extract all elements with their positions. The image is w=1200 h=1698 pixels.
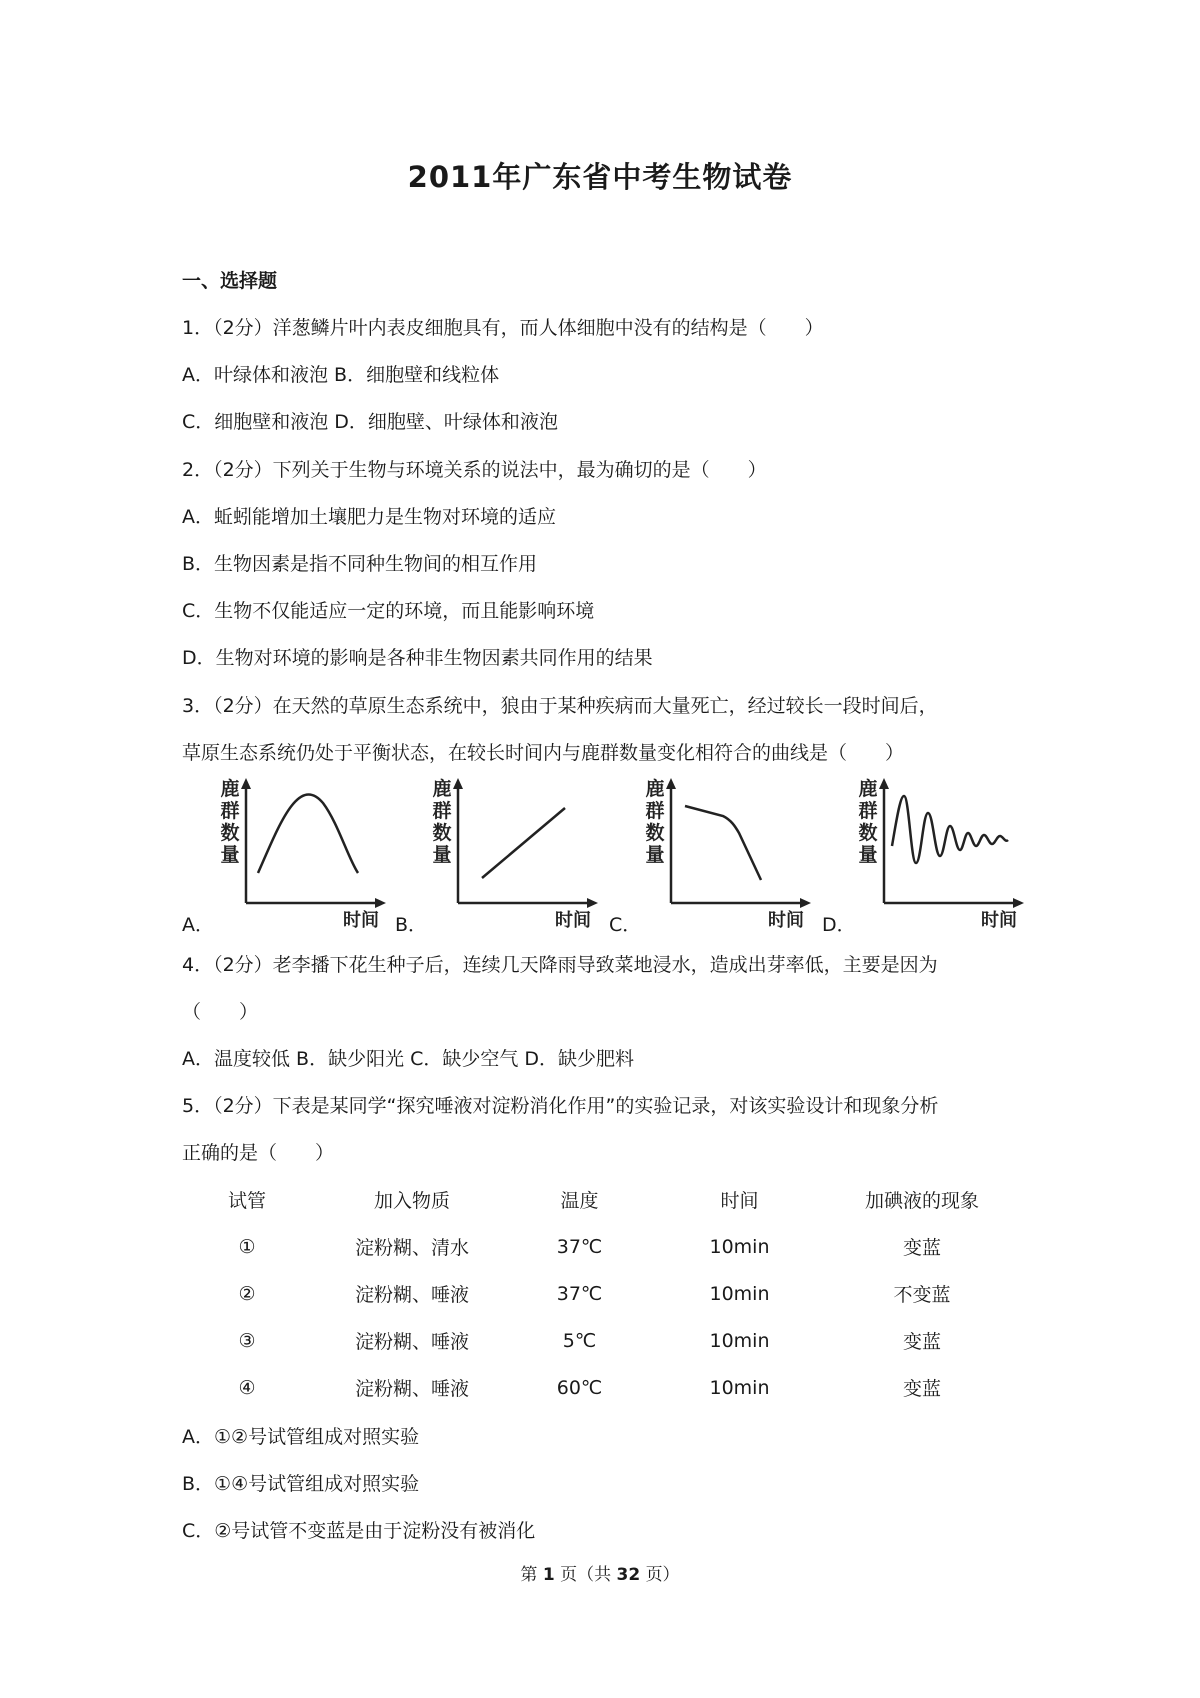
footer-middle: 页（共 — [560, 1565, 612, 1585]
table-cell: 5℃ — [562, 1329, 597, 1352]
graph-ylabel: 鹿 群 数 量 — [858, 778, 878, 866]
table-cell: 37℃ — [556, 1235, 603, 1258]
q2-option-b: B．生物因素是指不同种生物间的相互作用 — [182, 553, 538, 575]
graph-ylabel: 鹿 群 数 量 — [645, 778, 665, 866]
graph-b-plot — [430, 778, 600, 918]
graph-ylabel: 鹿 群 数 量 — [220, 778, 240, 866]
table-cell: 淀粉糊、唾液 — [354, 1378, 469, 1400]
graph-xlabel: 时间 — [343, 910, 379, 931]
graph-d-plot — [856, 778, 1026, 918]
q5-option-b: B．①④号试管组成对照实验 — [182, 1473, 420, 1495]
q3-stem-line2: 草原生态系统仍处于平衡状态，在较长时间内与鹿群数量变化相符合的曲线是（ ） — [182, 742, 905, 764]
q3-option-c-label: C． — [609, 914, 642, 936]
q5-stem-line2: 正确的是（ ） — [182, 1142, 335, 1164]
table-cell: 60℃ — [556, 1376, 603, 1399]
table-cell: 变蓝 — [902, 1331, 941, 1353]
q2-option-d: D．生物对环境的影响是各种非生物因素共同作用的结果 — [182, 647, 653, 669]
q5-stem-line1: 5．（2分）下表是某同学“探究唾液对淀粉消化作用”的实验记录，对该实验设计和现象分析 — [182, 1095, 939, 1117]
q1-stem: 1．（2分）洋葱鳞片叶内表皮细胞具有，而人体细胞中没有的结构是（ ） — [182, 317, 824, 339]
graph-xlabel: 时间 — [768, 910, 804, 931]
table-header: 试管 — [227, 1190, 266, 1212]
q5-option-a: A．①②号试管组成对照实验 — [182, 1426, 420, 1448]
document-title: 2011年广东省中考生物试卷 — [407, 160, 793, 194]
q2-stem: 2．（2分）下列关于生物与环境关系的说法中，最为确切的是（ ） — [182, 459, 767, 481]
footer-suffix: 页） — [645, 1565, 680, 1585]
table-cell: 淀粉糊、唾液 — [354, 1331, 469, 1353]
q2-option-a: A．蚯蚓能增加土壤肥力是生物对环境的适应 — [182, 506, 556, 528]
table-cell: 10min — [709, 1235, 770, 1258]
table-header: 时间 — [720, 1190, 759, 1212]
table-cell: 变蓝 — [902, 1378, 941, 1400]
table-cell: 10min — [709, 1282, 770, 1305]
table-row — [182, 1317, 1012, 1364]
page-footer — [0, 1560, 1200, 1585]
footer-prefix: 第 — [520, 1565, 538, 1585]
table-cell: 变蓝 — [902, 1237, 941, 1259]
table-row — [182, 1223, 1012, 1270]
table-cell: 10min — [709, 1329, 770, 1352]
q5-option-c: C．②号试管不变蓝是由于淀粉没有被消化 — [182, 1520, 536, 1542]
graph-c-plot — [643, 778, 813, 918]
table-header-row — [182, 1176, 1012, 1223]
q1-options-ab: A．叶绿体和液泡 B．细胞壁和线粒体 — [182, 364, 500, 386]
graph-ylabel: 鹿 群 数 量 — [432, 778, 452, 866]
q4-options: A．温度较低 B．缺少阳光 C．缺少空气 D．缺少肥料 — [182, 1048, 635, 1070]
q3-option-b-label: B． — [395, 914, 428, 936]
table-row — [182, 1364, 1012, 1411]
q1-options-cd: C．细胞壁和液泡 D．细胞壁、叶绿体和液泡 — [182, 411, 558, 433]
q3-option-a-label: A． — [182, 914, 214, 936]
q4-stem-line2: （ ） — [182, 1001, 259, 1023]
table-cell: ① — [238, 1235, 256, 1258]
graph-xlabel: 时间 — [981, 910, 1017, 931]
table-header: 加碘液的现象 — [864, 1190, 979, 1212]
table-cell: 不变蓝 — [893, 1284, 951, 1306]
experiment-table — [182, 1176, 1012, 1411]
table-cell: ④ — [238, 1376, 256, 1399]
footer-total-pages: 32 — [616, 1565, 641, 1585]
table-cell: ③ — [238, 1329, 256, 1352]
q2-option-c: C．生物不仅能适应一定的环境，而且能影响环境 — [182, 600, 595, 622]
section-heading: 一、选择题 — [182, 270, 278, 292]
table-header: 加入物质 — [373, 1190, 450, 1212]
table-row — [182, 1270, 1012, 1317]
table-cell: 37℃ — [556, 1282, 603, 1305]
footer-page-number: 1 — [542, 1565, 555, 1585]
q3-stem-line1: 3．（2分）在天然的草原生态系统中，狼由于某种疾病而大量死亡，经过较长一段时间后， — [182, 695, 938, 717]
graph-xlabel: 时间 — [555, 910, 591, 931]
table-cell: 10min — [709, 1376, 770, 1399]
q3-option-d-label: D． — [822, 914, 856, 936]
table-cell: ② — [238, 1282, 256, 1305]
graph-a-plot — [218, 778, 388, 918]
q4-stem-line1: 4．（2分）老李播下花生种子后，连续几天降雨导致菜地浸水，造成出芽率低，主要是因为 — [182, 954, 938, 976]
table-header: 温度 — [560, 1190, 599, 1212]
table-cell: 淀粉糊、清水 — [354, 1237, 469, 1259]
table-cell: 淀粉糊、唾液 — [354, 1284, 469, 1306]
